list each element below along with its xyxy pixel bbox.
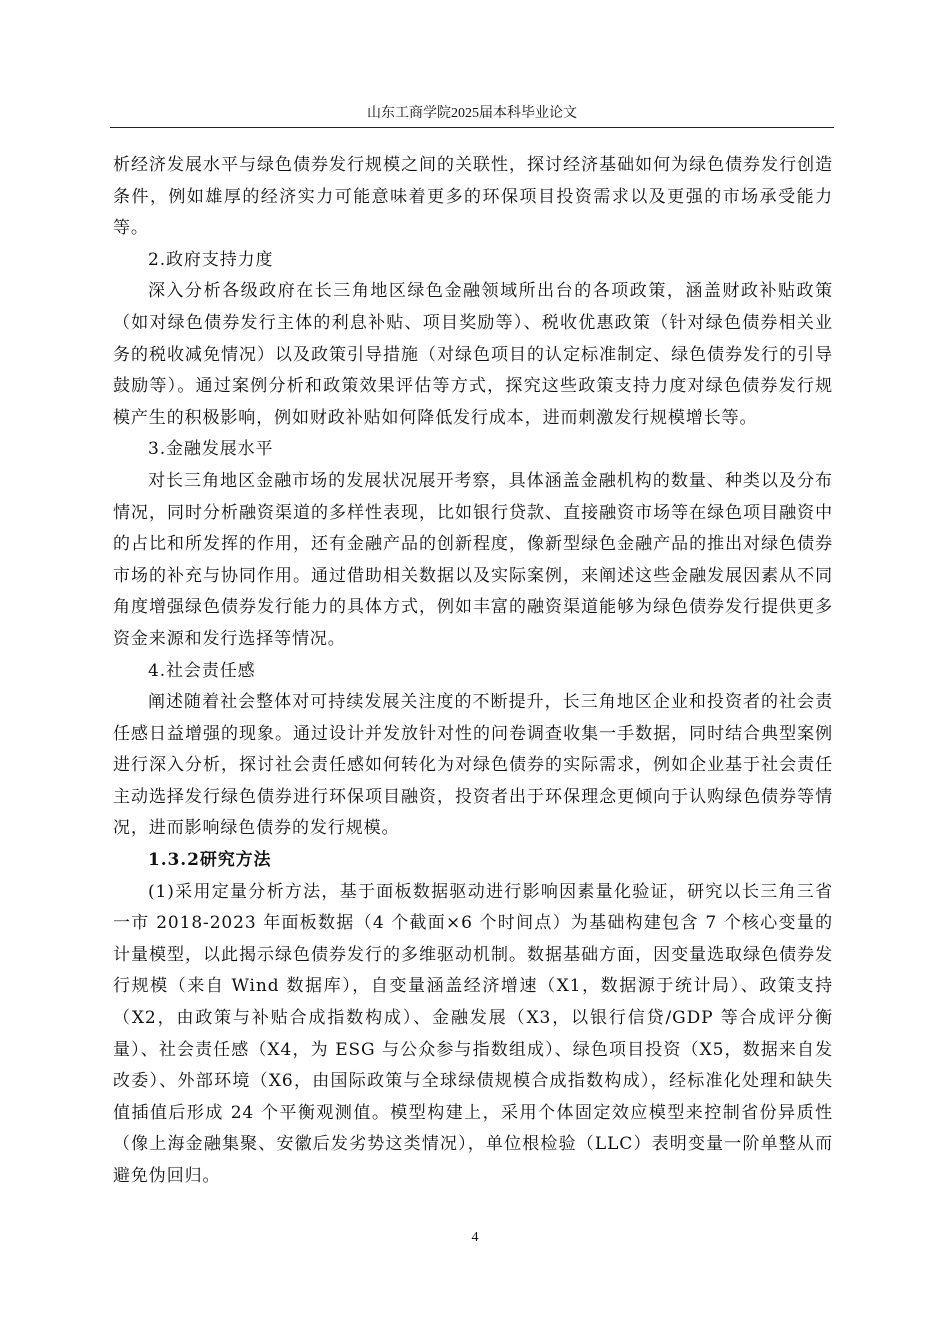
subheading-government-support: 2.政府支持力度 [148,249,274,270]
paragraph-financial-development: 对长三角地区金融市场的发展状况展开考察，具体涵盖金融机构的数量、种类以及分布情况，同时分析融资渠道的多样性表现，比如银行贷款、直接融资市场等在绿色项目融资中的占比和所发挥的作用，还有金融产品的创新程度，像新型绿色金融产品的推出对绿色债券市场的补充与协同作用。通过借助相关数据以及实际案例，来阐述这些金融发展因素从不同角度增强绿色债券发行能力的具体方式，例如丰富的融资渠道能够为绿色债券发行提供更多资金来源和发行选择等情况。 [113,470,833,649]
subheading-social-responsibility: 4.社会责任感 [148,660,256,681]
paragraph-research-methods: (1)采用定量分析方法，基于面板数据驱动进行影响因素量化验证，研究以长三角三省一市 2018-2023 年面板数据（4 个截面×6 个时间点）为基础构建包含 7 个核心变量的计量模型，以此揭示绿色债券发行的多维驱动机制。数据基础方面，因变量选取绿色债券发行规模（来自 Wind 数据库），自变量涵盖经济增速（X1，数据源于统计局）、政策支持（X2，由政策与补贴合成指数构成）、金融发展（X3，以银行信贷/GDP 等合成评分衡量）、社会责任感（X4，为 ESG 与公众参与指数组成）、绿色项目投资（X5，数据来自发改委）、外部环境（X6，由国际政策与全球绿债规模合成指数构成），经标准化处理和缺失值插值后形成 24 个平衡观测值。模型构建上，采用个体固定效应模型来控制省份异质性（像上海金融集聚、安徽后发劣势这类情况），单位根检验（LLC）表明变量一阶单整从而避免伪回归。 [113,881,833,1186]
paragraph-economic-level: 析经济发展水平与绿色债券发行规模之间的关联性，探讨经济基础如何为绿色债券发行创造条件，例如雄厚的经济实力可能意味着更多的环保项目投资需求以及更强的市场承受能力等。 [113,155,833,239]
header-rule [110,127,834,128]
page-number: 4 [471,1230,479,1245]
section-heading-research-methods: 1.3.2研究方法 [148,850,272,871]
page-body [113,150,833,1193]
subheading-financial-development: 3.金融发展水平 [148,439,274,460]
paragraph-social-responsibility: 阐述随着社会整体对可持续发展关注度的不断提升，长三角地区企业和投资者的社会责任感日益增强的现象。通过设计并发放针对性的问卷调查收集一手数据，同时结合典型案例进行深入分析，探讨社会责任感如何转化为对绿色债券的实际需求，例如企业基于社会责任主动选择发行绿色债券进行环保项目融资，投资者出于环保理念更倾向于认购绿色债券等情况，进而影响绿色债券的发行规模。 [113,692,833,839]
paragraph-government-support: 深入分析各级政府在长三角地区绿色金融领域所出台的各项政策，涵盖财政补贴政策（如对绿色债券发行主体的利息补贴、项目奖励等）、税收优惠政策（针对绿色债券相关业务的税收减免情况）以及政策引导措施（对绿色项目的认定标准制定、绿色债券发行的引导鼓励等）。通过案例分析和政策效果评估等方式，探究这些政策支持力度对绿色债券发行规模产生的积极影响，例如财政补贴如何降低发行成本，进而刺激发行规模增长等。 [113,281,833,428]
running-header: 山东工商学院2025届本科毕业论文 [367,106,577,121]
